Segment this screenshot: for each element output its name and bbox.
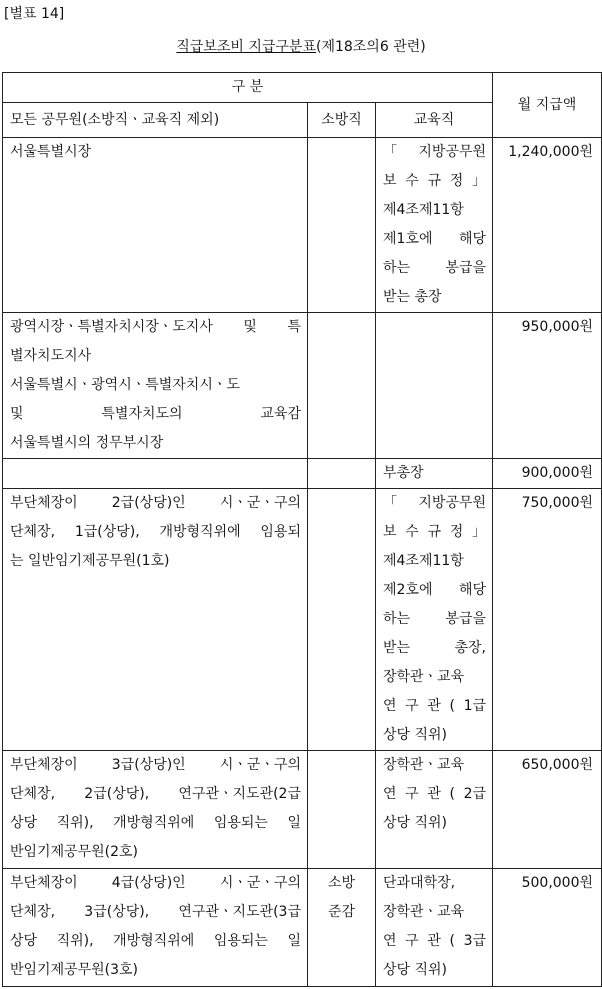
education-cell-line: 제1호에 해당 [383,231,487,247]
annex-label: [별표 14] [4,6,65,22]
general-officials-cell-line: 부단체장이 3급(상당)인 시ㆍ군ㆍ구의 [10,757,301,773]
education-cell [376,459,493,489]
education-cell-line: 상당 직위) [383,727,448,743]
title-main: 직급보조비 지급구분표 [176,39,316,55]
fire-service-cell [308,459,376,489]
title-reference: (제18조의6 관련) [315,39,426,55]
table-row [3,751,602,869]
general-officials-cell-line: 및 특별자치도의 교육감 [10,406,301,422]
education-cell-line: 받는 총장 [383,289,442,305]
fire-service-cell-line: 소방 [327,875,356,891]
monthly-amount-cell: 650,000원 [493,751,602,869]
education-cell-line: 「지방공무원 [383,144,487,160]
general-officials-cell-line: 부단체장이 4급(상당)인 시ㆍ군ㆍ구의 [10,875,301,891]
education-cell [376,751,493,869]
education-cell [376,313,493,459]
general-officials-cell [3,489,308,751]
table-row [3,869,602,987]
monthly-amount-cell: 750,000원 [493,489,602,751]
general-officials-cell-line: 단체장, 1급(상당), 개방형직위에 임용되 [10,524,301,540]
education-cell-line: 보 수 규 정 」 [383,173,487,189]
fire-service-cell [308,869,376,987]
monthly-amount-cell: 1,240,000원 [493,138,602,313]
header-all-officials: 모든 공무원(소방직ㆍ교육직 제외) [3,103,308,138]
education-cell-line: 보 수 규 정 」 [383,524,487,540]
education-cell-line: 제4조제11항 [383,202,464,218]
fire-service-cell [308,751,376,869]
education-cell-line: 단과대학장, [383,875,456,891]
education-cell-line: 부총장 [383,465,424,481]
header-education: 교육직 [376,103,493,138]
general-officials-cell [3,869,308,987]
education-cell-line: 장학관ㆍ교육 [383,904,465,920]
general-officials-cell-line: 별자치도지사 [10,348,92,364]
general-officials-cell [3,313,308,459]
allowance-table [2,72,602,987]
header-monthly-amount: 월 지급액 [493,73,602,138]
monthly-amount-cell: 500,000원 [493,869,602,987]
general-officials-cell [3,138,308,313]
general-officials-cell-line: 부단체장이 2급(상당)인 시ㆍ군ㆍ구의 [10,495,301,511]
general-officials-cell-line: 반임기제공무원(3호) [10,962,139,978]
general-officials-cell-line: 상당 직위), 개방형직위에 임용되는 일 [10,933,301,949]
header-category: 구 분 [3,73,493,103]
education-cell-line: 연 구 관 ( 1급 [383,698,487,714]
education-cell [376,869,493,987]
education-cell-line: 장학관ㆍ교육 [383,757,465,773]
education-cell-line: 받는 총장, [383,640,487,656]
education-cell-line: 「지방공무원 [383,495,487,511]
header-fire: 소방직 [308,103,376,138]
general-officials-cell-line: 단체장, 2급(상당), 연구관ㆍ지도관(2급 [10,786,301,802]
table-body [3,138,602,987]
fire-service-cell [308,313,376,459]
education-cell-line: 제2호에 해당 [383,582,487,598]
general-officials-cell [3,751,308,869]
general-officials-cell-line: 서울특별시ㆍ광역시ㆍ특별자치시ㆍ도 [10,377,240,393]
education-cell-line: 장학관ㆍ교육 [383,669,465,685]
education-cell-line: 하는 봉급을 [383,611,487,627]
education-cell-line: 연 구 관 ( 2급 [383,786,487,802]
table-row [3,138,602,313]
fire-service-cell [308,489,376,751]
fire-service-cell [308,138,376,313]
education-cell-line: 상당 직위) [383,962,448,978]
document-title [0,36,602,56]
general-officials-cell-line: 상당 직위), 개방형직위에 임용되는 일 [10,815,301,831]
monthly-amount-cell: 950,000원 [493,313,602,459]
education-cell-line: 제4조제11항 [383,553,464,569]
general-officials-cell-line: 반임기제공무원(2호) [10,844,139,860]
table-row [3,489,602,751]
education-cell-line: 상당 직위) [383,815,448,831]
education-cell [376,138,493,313]
general-officials-cell-line: 서울특별시장 [10,144,92,160]
general-officials-cell-line: 광역시장ㆍ특별자치시장ㆍ도지사 및 특 [10,319,301,335]
education-cell-line: 하는 봉급을 [383,260,487,276]
education-cell-line: 연 구 관 ( 3급 [383,933,487,949]
general-officials-cell-line: 는 일반임기제공무원(1호) [10,553,170,569]
education-cell [376,489,493,751]
monthly-amount-cell: 900,000원 [493,459,602,489]
general-officials-cell [3,459,308,489]
general-officials-cell-line: 서울특별시의 정무부시장 [10,435,164,451]
table-row [3,313,602,459]
general-officials-cell-line: 단체장, 3급(상당), 연구관ㆍ지도관(3급 [10,904,301,920]
fire-service-cell-line: 준감 [327,904,356,920]
table-row [3,459,602,489]
